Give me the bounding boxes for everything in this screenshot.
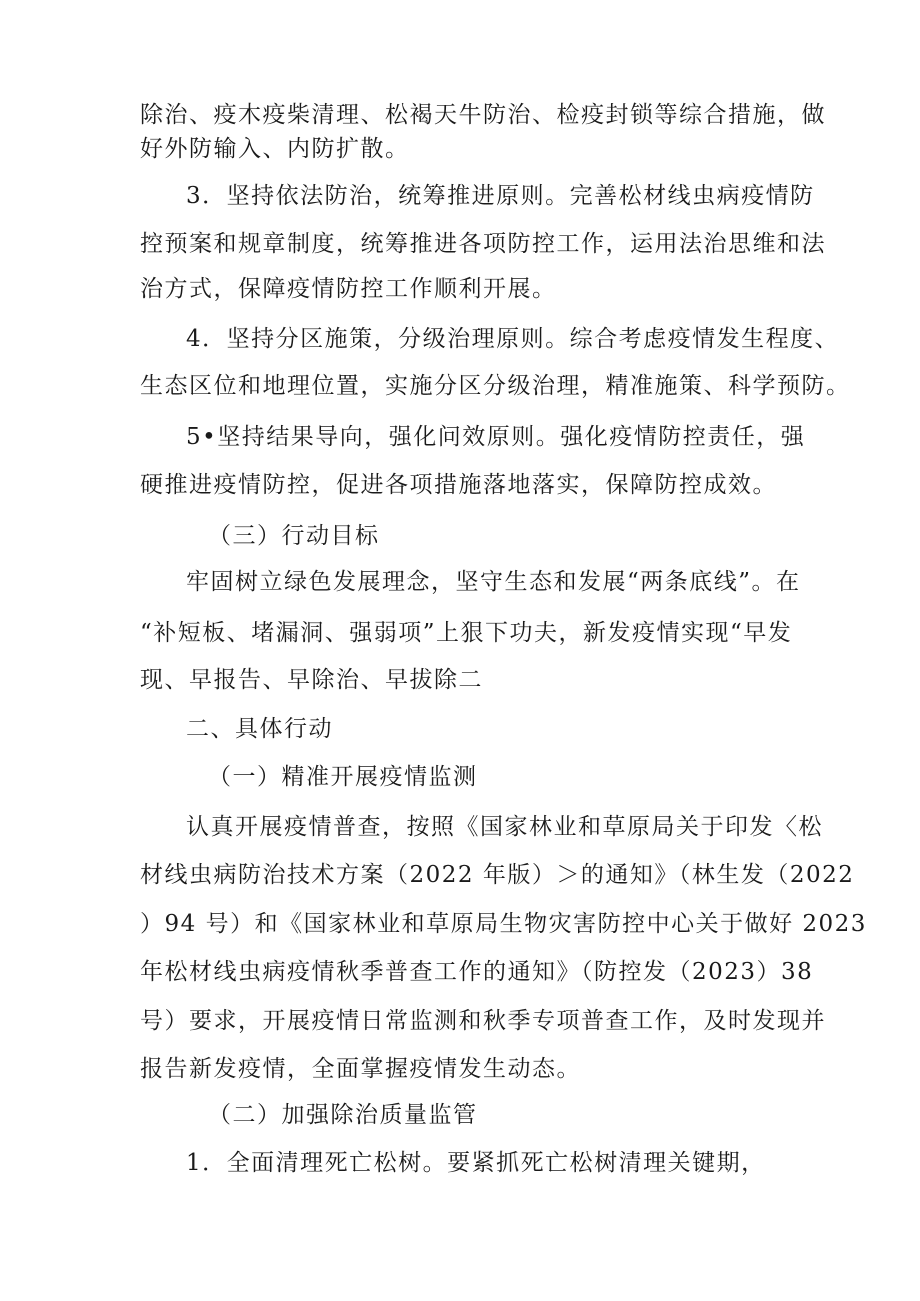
- body-text-line: 号）要求，开展疫情日常监测和秋季专项普查工作，及时发现并: [140, 1008, 826, 1034]
- numbered-item-5: 5•坚持结果导向，强化问效原则。强化疫情防控责任，强: [186, 424, 806, 450]
- body-text-line: 硬推进疫情防控，促进各项措施落地落实，保障防控成效。: [140, 472, 777, 498]
- body-text-line: ）94 号）和《国家林业和草原局生物灾害防控中心关于做好 2023: [140, 911, 867, 937]
- body-text-line: 报告新发疫情，全面掌握疫情发生动态。: [140, 1056, 581, 1082]
- body-text-line: 除治、疫木疫柴清理、松褐天牛防治、检疫封锁等综合措施，做: [140, 102, 826, 128]
- section-heading-monitoring: （一）精准开展疫情监测: [208, 764, 478, 790]
- body-text-line: 生态区位和地理位置，实施分区分级治理，精准施策、科学预防。: [140, 373, 851, 399]
- numbered-item-3: 3．坚持依法防治，统筹推进原则。完善松材线虫病疫情防: [186, 183, 815, 209]
- body-text-line: 现、早报告、早除治、早拔除二: [140, 667, 483, 693]
- body-text-line: 材线虫病防治技术方案（2022 年版）＞的通知》（林生发（2022: [140, 862, 855, 888]
- numbered-item-1: 1．全面清理死亡松树。要紧抓死亡松树清理关键期，: [186, 1150, 766, 1176]
- body-text-line: 治方式，保障疫情防控工作顺利开展。: [140, 276, 557, 302]
- body-text-line: 牢固树立绿色发展理念，坚守生态和发展“两条底线”。在: [186, 569, 801, 595]
- body-text-line: “补短板、堵漏洞、强弱项”上狠下功夫，新发疫情实现“早发: [140, 620, 793, 646]
- chapter-heading-specific-actions: 二、具体行动: [186, 716, 333, 742]
- section-heading-quality-supervision: （二）加强除治质量监管: [208, 1102, 478, 1128]
- body-text-line: 好外防输入、内防扩散。: [140, 136, 410, 162]
- body-text-line: 认真开展疫情普查，按照《国家林业和草原局关于印发〈松: [186, 814, 823, 840]
- numbered-item-4: 4．坚持分区施策，分级治理原则。综合考虑疫情发生程度、: [186, 326, 840, 352]
- body-text-line: 年松材线虫病疫情秋季普查工作的通知》（防控发（2023）38: [140, 959, 814, 985]
- body-text-line: 控预案和规章制度，统筹推进各项防控工作，运用法治思维和法: [140, 231, 826, 257]
- section-heading-action-goal: （三）行动目标: [208, 523, 380, 549]
